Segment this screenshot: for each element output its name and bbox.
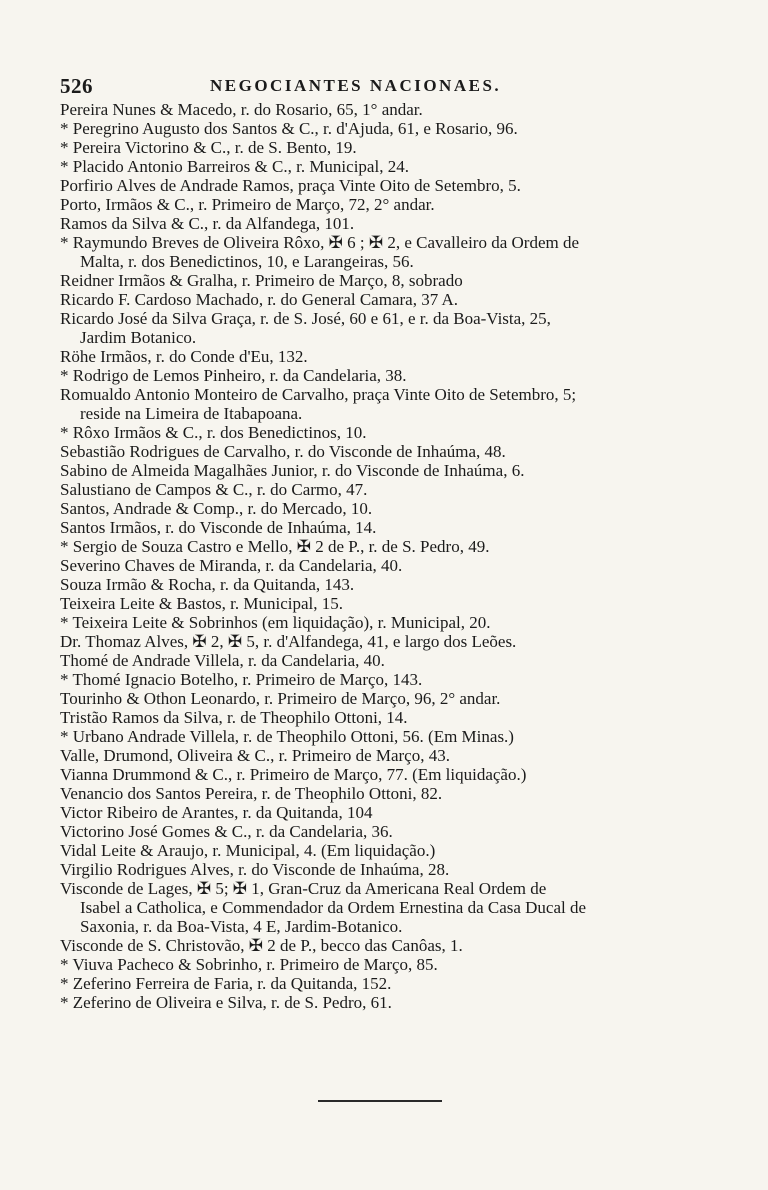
directory-entry: Victor Ribeiro de Arantes, r. da Quitanda, 104 — [60, 803, 373, 822]
directory-entry: Venancio dos Santos Pereira, r. de Theophilo Ottoni, 82. — [60, 784, 443, 803]
directory-entry: Tourinho & Othon Leonardo, r. Primeiro de Março, 96, 2° andar. — [60, 689, 501, 708]
directory-entry: * Sergio de Souza Castro e Mello, ✠ 2 de P., r. de S. Pedro, 49. — [60, 537, 490, 556]
directory-entry: Teixeira Leite & Bastos, r. Municipal, 15. — [60, 594, 344, 613]
directory-entry: Vianna Drummond & C., r. Primeiro de Março, 77. (Em liquidação.) — [60, 765, 527, 784]
directory-entry-continuation: Malta, r. dos Benedictinos, 10, e Larangeiras, 56. — [80, 252, 414, 271]
directory-entry: * Zeferino de Oliveira e Silva, r. de S. Pedro, 61. — [60, 993, 392, 1012]
directory-entry: * Teixeira Leite & Sobrinhos (em liquidação), r. Municipal, 20. — [60, 613, 491, 632]
page-number: 526 — [60, 74, 93, 98]
directory-entry: Thomé de Andrade Villela, r. da Candelaria, 40. — [60, 651, 385, 670]
directory-entry-continuation: Isabel a Catholica, e Commendador da Ordem Ernestina da Casa Ducal de — [80, 898, 587, 917]
directory-entry: Virgilio Rodrigues Alves, r. do Visconde de Inhaúma, 28. — [60, 860, 450, 879]
directory-entry: * Placido Antonio Barreiros & C., r. Municipal, 24. — [60, 157, 409, 176]
directory-entry: Dr. Thomaz Alves, ✠ 2, ✠ 5, r. d'Alfandega, 41, e largo dos Leões. — [60, 632, 517, 651]
directory-entry: Ricardo F. Cardoso Machado, r. do General Camara, 37 A. — [60, 290, 459, 309]
directory-entry: * Zeferino Ferreira de Faria, r. da Quitanda, 152. — [60, 974, 392, 993]
directory-entry: Valle, Drumond, Oliveira & C., r. Primeiro de Março, 43. — [60, 746, 450, 765]
directory-entry: Ramos da Silva & C., r. da Alfandega, 101. — [60, 214, 355, 233]
directory-entry: * Pereira Victorino & C., r. de S. Bento, 19. — [60, 138, 357, 157]
directory-entry: Salustiano de Campos & C., r. do Carmo, 47. — [60, 480, 368, 499]
directory-entry-continuation: Jardim Botanico. — [80, 328, 197, 347]
directory-entry: Reidner Irmãos & Gralha, r. Primeiro de Março, 8, sobrado — [60, 271, 463, 290]
directory-entry: Porto, Irmãos & C., r. Primeiro de Março, 72, 2° andar. — [60, 195, 435, 214]
directory-entry: Pereira Nunes & Macedo, r. do Rosario, 65, 1° andar. — [60, 100, 423, 119]
directory-entry: Tristão Ramos da Silva, r. de Theophilo Ottoni, 14. — [60, 708, 408, 727]
directory-entry: Röhe Irmãos, r. do Conde d'Eu, 132. — [60, 347, 308, 366]
directory-entry: Sebastião Rodrigues de Carvalho, r. do Visconde de Inhaúma, 48. — [60, 442, 506, 461]
directory-entry: * Thomé Ignacio Botelho, r. Primeiro de Março, 143. — [60, 670, 423, 689]
directory-entry: Vidal Leite & Araujo, r. Municipal, 4. (Em liquidação.) — [60, 841, 436, 860]
directory-entry: * Rôxo Irmãos & C., r. dos Benedictinos, 10. — [60, 423, 367, 442]
directory-entry: * Rodrigo de Lemos Pinheiro, r. da Candelaria, 38. — [60, 366, 407, 385]
directory-entry: Santos Irmãos, r. do Visconde de Inhaúma, 14. — [60, 518, 377, 537]
directory-entry: * Raymundo Breves de Oliveira Rôxo, ✠ 6 ; ✠ 2, e Cavalleiro da Ordem de — [60, 233, 580, 252]
directory-entry: Romualdo Antonio Monteiro de Carvalho, praça Vinte Oito de Setembro, 5; — [60, 385, 577, 404]
directory-entry: Visconde de S. Christovão, ✠ 2 de P., becco das Canôas, 1. — [60, 936, 463, 955]
directory-entry: Victorino José Gomes & C., r. da Candelaria, 36. — [60, 822, 393, 841]
page-header — [60, 74, 680, 96]
directory-entry-continuation: reside na Limeira de Itabapoana. — [80, 404, 303, 423]
directory-entry-continuation: Saxonia, r. da Boa-Vista, 4 E, Jardim-Botanico. — [80, 917, 403, 936]
directory-entry: Visconde de Lages, ✠ 5; ✠ 1, Gran-Cruz da Americana Real Ordem de — [60, 879, 547, 898]
directory-entry: Sabino de Almeida Magalhães Junior, r. do Visconde de Inhaúma, 6. — [60, 461, 525, 480]
closing-rule — [318, 1100, 442, 1102]
directory-entry: Porfirio Alves de Andrade Ramos, praça Vinte Oito de Setembro, 5. — [60, 176, 521, 195]
directory-entry: Santos, Andrade & Comp., r. do Mercado, 10. — [60, 499, 373, 518]
directory-entry: Severino Chaves de Miranda, r. da Candelaria, 40. — [60, 556, 403, 575]
running-title: NEGOCIANTES NACIONAES. — [210, 76, 502, 95]
directory-entry: Ricardo José da Silva Graça, r. de S. José, 60 e 61, e r. da Boa-Vista, 25, — [60, 309, 551, 328]
directory-entry: * Urbano Andrade Villela, r. de Theophilo Ottoni, 56. (Em Minas.) — [60, 727, 514, 746]
directory-entry: Souza Irmão & Rocha, r. da Quitanda, 143. — [60, 575, 355, 594]
directory-entry: * Viuva Pacheco & Sobrinho, r. Primeiro de Março, 85. — [60, 955, 438, 974]
directory-entry: * Peregrino Augusto dos Santos & C., r. d'Ajuda, 61, e Rosario, 96. — [60, 119, 518, 138]
